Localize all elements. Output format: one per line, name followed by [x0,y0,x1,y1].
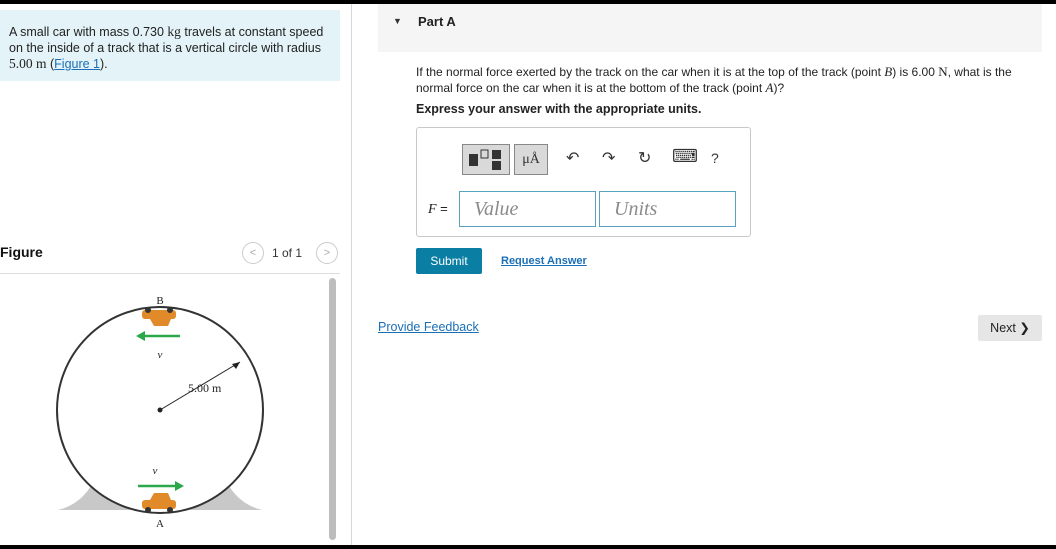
velocity-label-top: v [157,349,163,361]
figure-link[interactable]: Figure 1 [54,57,101,71]
undo-icon[interactable]: ↶ [566,150,580,167]
problem-statement [0,10,340,81]
units-input[interactable]: Units [599,191,736,227]
question-text-4: )? [773,81,785,95]
question-text-1: If the normal force exerted by the track on the car when it is at the top of the track (point [416,65,885,79]
right-panel [353,4,1056,545]
left-panel [0,4,352,545]
figure-scrollbar[interactable] [329,278,336,540]
answer-variable-label [428,201,448,218]
figure-title: Figure [0,244,43,260]
radius-label: 5.00 m [188,381,222,395]
templates-icon [463,145,509,174]
redo-icon[interactable]: ↷ [602,150,616,167]
question-text-3: , what is the normal force on the car when it is at the bottom of the track (point [416,65,1012,95]
keyboard-icon[interactable]: ⌨ [672,146,698,166]
question-text-2: ) is 6.00 [892,65,939,79]
equals-sign: = [436,201,448,216]
figure-pager: 1 of 1 [272,246,303,260]
app-frame [0,4,1056,545]
provide-feedback-link[interactable]: Provide Feedback [378,320,479,334]
variable-f: F [428,202,437,217]
point-b: B [884,64,893,79]
radius-value: 5.00 m [9,56,47,71]
question-text [416,64,1046,96]
point-b-label: B [156,295,164,307]
problem-text-3: ( [46,57,55,71]
figure-prev-button[interactable]: < [242,242,264,264]
mass-unit: kg [167,24,181,39]
point-a-label: A [156,518,164,530]
answer-box [416,127,751,237]
figure-next-button[interactable]: > [316,242,338,264]
problem-text-2: travels at constant speed on the inside of a track that is a vertical circle with radius [9,25,324,55]
velocity-label-bottom: v [152,465,158,477]
request-answer-link[interactable]: Request Answer [501,255,587,267]
part-title: Part A [418,14,456,29]
loop-track-diagram [0,274,322,545]
value-input[interactable]: Value [459,191,596,227]
submit-button[interactable]: Submit [416,248,482,274]
units-button[interactable]: μÅ [514,144,548,175]
help-icon[interactable]: ? [711,150,719,166]
figure-image [0,274,322,545]
point-a: A [765,80,774,95]
force-unit: N [938,64,948,79]
problem-text-1: A small car with mass 0.730 [9,25,168,39]
part-a-header[interactable] [378,4,1042,52]
answer-instruction: Express your answer with the appropriate units. [416,102,702,116]
next-button[interactable]: Next ❯ [978,315,1042,341]
figure-header [0,240,340,274]
reset-icon[interactable]: ↻ [638,150,652,167]
templates-button[interactable] [462,144,510,175]
problem-text-4: ). [100,57,108,71]
collapse-caret-icon[interactable]: ▼ [393,16,402,26]
